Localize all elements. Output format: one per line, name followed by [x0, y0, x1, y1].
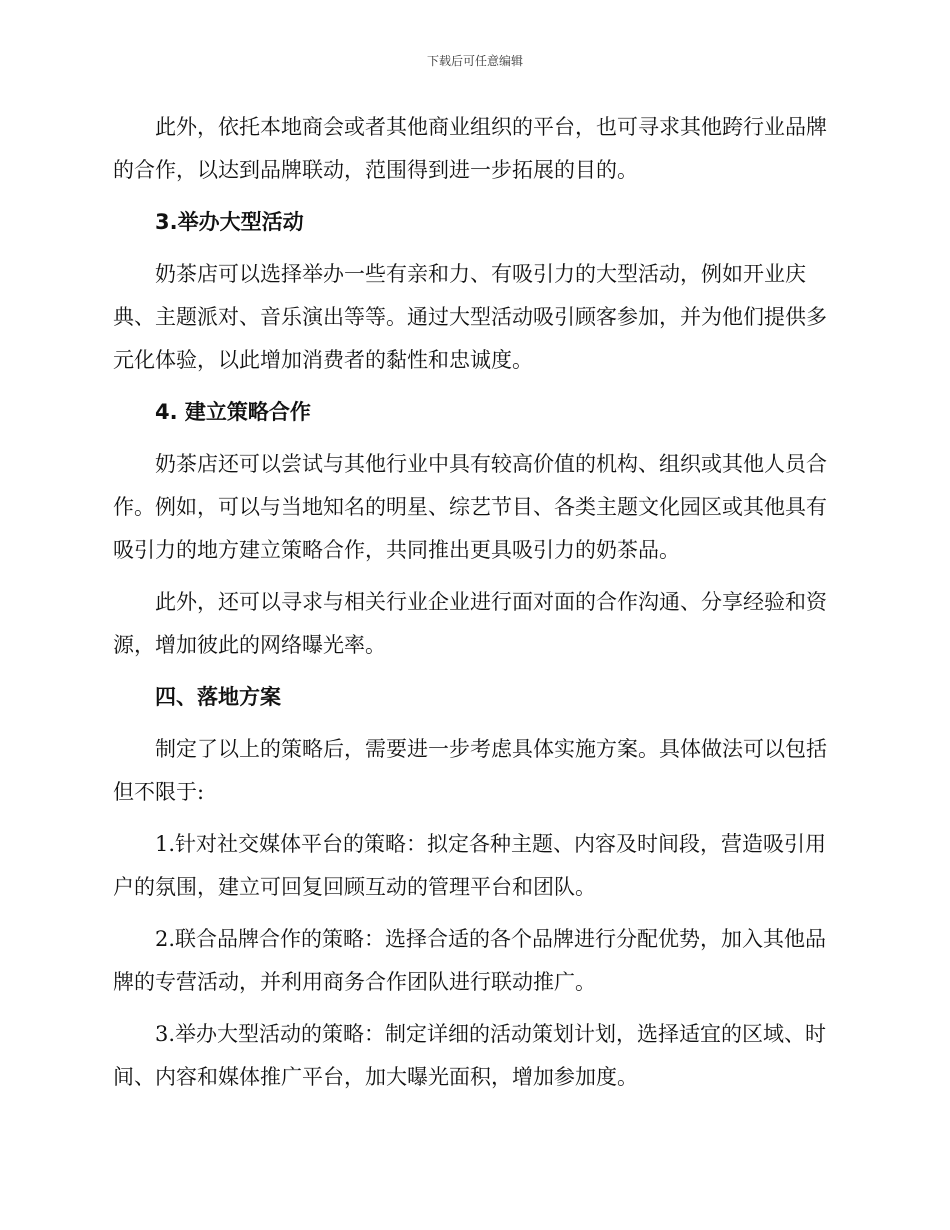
document-body: [113, 106, 837, 1099]
section-heading: 4. 建立策略合作: [155, 400, 311, 424]
paragraph: 奶茶店还可以尝试与其他行业中具有较高价值的机构、组织或其他人员合作。例如，可以与当地知名的明星、综艺节目、各类主题文化园区或其他具有吸引力的地方建立策略合作，共同推出更具吸引力的奶茶品。: [113, 452, 827, 562]
paragraph: 此外，依托本地商会或者其他商业组织的平台，也可寻求其他跨行业品牌的合作，以达到品牌联动，范围得到进一步拓展的目的。: [113, 115, 827, 182]
section-heading: 3.举办大型活动: [155, 210, 304, 234]
list-item: 2.联合品牌合作的策略：选择合适的各个品牌进行分配优势，加入其他品牌的专营活动，并利用商务合作团队进行联动推广。: [113, 927, 827, 994]
paragraph: 奶茶店可以选择举办一些有亲和力、有吸引力的大型活动，例如开业庆典、主题派对、音乐演出等等。通过大型活动吸引顾客参加，并为他们提供多元化体验，以此增加消费者的黏性和忠诚度。: [113, 262, 827, 372]
paragraph: 此外，还可以寻求与相关行业企业进行面对面的合作沟通、分享经验和资源，增加彼此的网络曝光率。: [113, 590, 827, 657]
page-header: 下载后可任意编辑: [426, 54, 523, 68]
paragraph: 制定了以上的策略后，需要进一步考虑具体实施方案。具体做法可以包括但不限于:: [113, 737, 827, 804]
list-item: 3.举办大型活动的策略：制定详细的活动策划计划，选择适宜的区域、时间、内容和媒体推广平台，加大曝光面积，增加参加度。: [113, 1022, 827, 1089]
list-item: 1.针对社交媒体平台的策略：拟定各种主题、内容及时间段，营造吸引用户的氛围，建立可回复回顾互动的管理平台和团队。: [113, 832, 827, 899]
section-heading: 四、落地方案: [155, 685, 281, 709]
